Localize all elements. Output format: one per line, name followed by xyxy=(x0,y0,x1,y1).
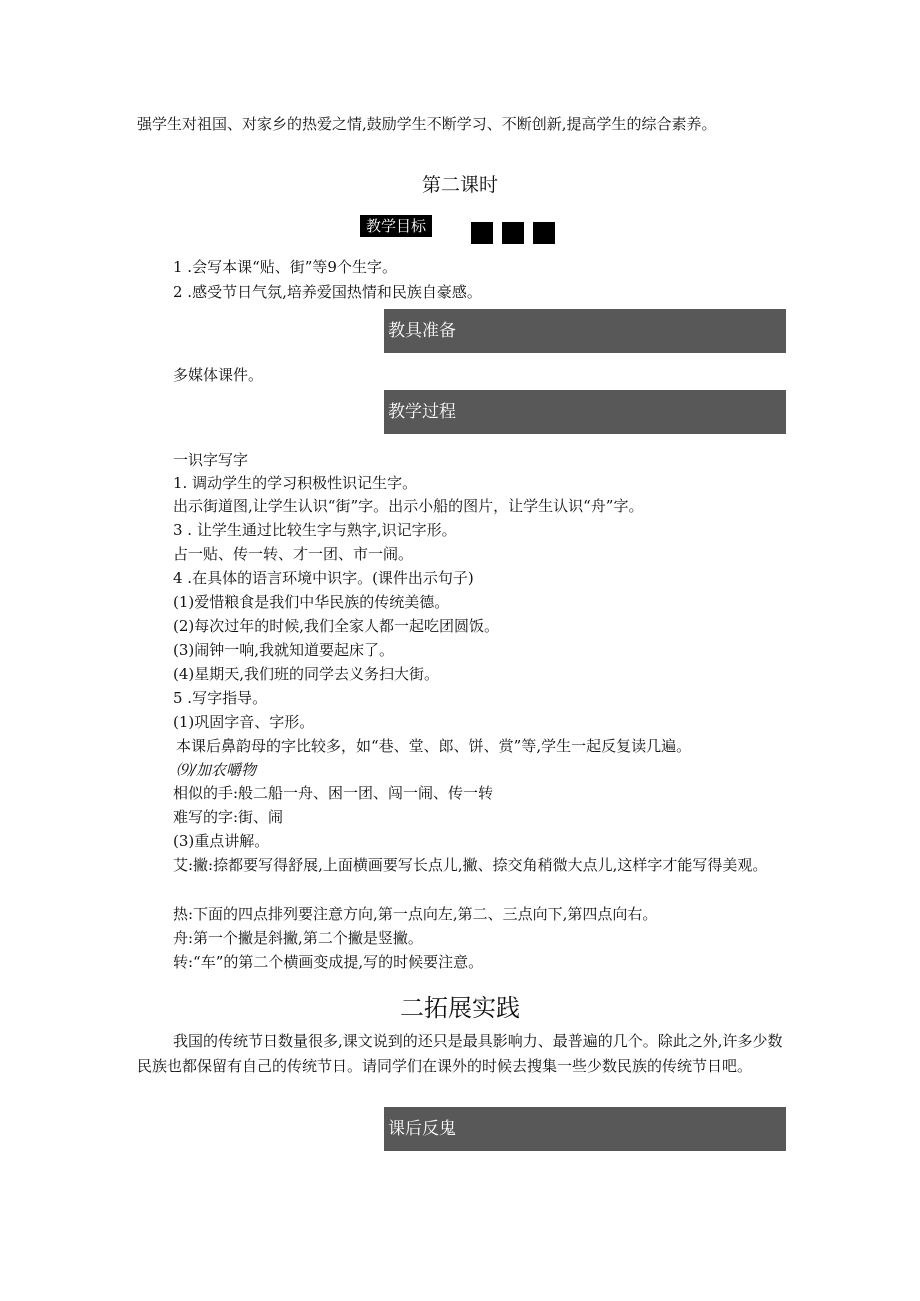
reflection-heading: 课后反鬼 xyxy=(384,1107,786,1151)
process-line: 一识字写字 xyxy=(173,451,249,469)
process-line: (4)星期天,我们班的同学去义务扫大街。 xyxy=(173,665,440,683)
explain-line: 热:下面的四点排列要注意方向,第一点向左,第二、三点向下,第四点向右。 xyxy=(173,905,658,923)
objectives-label: 教学目标 xyxy=(360,215,432,237)
intro-line: 强学生对祖国、对家乡的热爱之情,鼓励学生不断学习、不断创新,提高学生的综合素养。 xyxy=(137,115,717,133)
lesson-title: 第二课时 xyxy=(421,174,498,196)
process-line: 难写的字:街、闹 xyxy=(173,808,284,826)
process-line: 相似的手:般二船一舟、困一团、闯一闹、传一转 xyxy=(173,784,494,802)
decor-square xyxy=(533,222,555,244)
explain-line: 舟:第一个撇是斜撇,第二个撇是竖撇。 xyxy=(173,929,423,947)
process-line: (1)爱惜粮食是我们中华民族的传统美德。 xyxy=(173,593,450,611)
process-line: 占一贴、传一转、才一团、市一闹。 xyxy=(173,545,414,563)
decor-square xyxy=(471,222,493,244)
explain-paragraph: 艾:撇:捺都要写得舒展,上面横画要写长点儿,撇、捺交角稍微大点儿,这样字才能写得美观。 xyxy=(173,856,768,874)
process-line: 4 .在具体的语言环境中识字。(课件出示句子) xyxy=(173,569,474,587)
explain-line: 转:“车”的第二个横画变成提,写的时候要注意。 xyxy=(173,953,484,971)
process-line: ⑼/加农嚼物 xyxy=(176,761,257,779)
process-line: 本课后鼻韵母的字比较多，如“巷、堂、郎、饼、赏”等,学生一起反复读几遍。 xyxy=(176,737,692,755)
prep-text: 多媒体课件。 xyxy=(173,366,264,384)
process-line: 3 . 让学生通过比较生字与熟字,识记字形。 xyxy=(173,521,457,539)
decor-square xyxy=(502,222,524,244)
process-line: (2)每次过年的时候,我们全家人都一起吃团圆饭。 xyxy=(173,617,500,635)
practice-paragraph: 我国的传统节日数量很多,课文说到的还只是最具影响力、最普遍的几个。除此之外,许多少数民族也都保留有自己的传统节日。请同学们在课外的时候去搜集一些少数民族的传统节日吧。 xyxy=(137,1032,783,1075)
process-line: (3)重点讲解。 xyxy=(173,832,270,850)
objective-item: 1 .会写本课“贴、街”等9个生字。 xyxy=(173,258,397,276)
process-heading: 教学过程 xyxy=(384,390,786,434)
practice-heading: 二拓展实践 xyxy=(400,994,520,1022)
process-line: 出示街道图,让学生认识“街”字。出示小船的图片，让学生认识“舟”字。 xyxy=(173,497,644,515)
process-line: 5 .写字指导。 xyxy=(173,689,268,707)
prep-heading: 教具准备 xyxy=(384,309,786,353)
process-line: (3)闹钟一响,我就知道要起床了。 xyxy=(173,641,395,659)
process-line: 1. 调动学生的学习积极性识记生字。 xyxy=(173,474,418,492)
process-line: (1)巩固字音、字形。 xyxy=(173,713,315,731)
objective-item: 2 .感受节日气氛,培养爱国热情和民族自豪感。 xyxy=(173,283,482,301)
